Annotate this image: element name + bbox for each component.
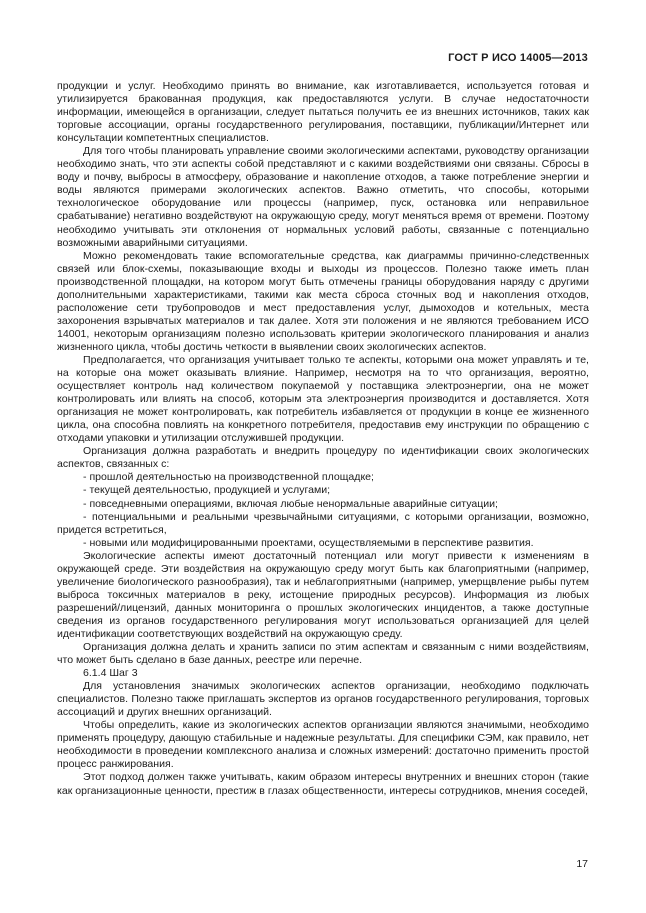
paragraph: Этот подход должен также учитывать, каким образом интересы внутренних и внешних сторон (такие как организационные ценности, престиж в глазах общественности, интересы сотрудников, мнения соседей, xyxy=(57,771,589,797)
paragraph: Для того чтобы планировать управление своими экологическими аспектами, руководству организации необходимо знать, что эти аспекты собой представляют и с какими воздействиями они связаны. Сбросы в воду и почву, выбросы в атмосферу, образование и накопление отходов, а также потребление энергии и воды являются примерами экологических аспектов. Важно отметить, что способы, которыми технологическое оборудование или процессы (например, пуск, остановка или неправильное срабатывание) негативно воздействуют на окружающую среду, могут меняться время от времени. Поэтому необходимо учитывать эти отклонения от нормальных условий работы, связанные с потенциально возможными аварийными ситуациями. xyxy=(57,145,589,249)
list-item: - прошлой деятельностью на производственной площадке; xyxy=(83,471,374,484)
paragraph: Экологические аспекты имеют достаточный потенциал или могут привести к изменениям в окружающей среде. Эти воздействия на окружающую среду могут быть как благоприятными (например, увеличение биологического разнообразия), так и неблагоприятными (например, умерщвление рыбы путем выброса токсичных материалов в реку, истощение природных ресурсов). Информация из любых разрешений/лицензий, данных мониторинга о прошлых экологических инцидентов, а также доступные сведения из органов государственного регулирования могут использоваться организацией для целей идентификации соответствующих воздействий на окружающую среду. xyxy=(57,549,589,640)
paragraph: Организация должна разработать и внедрить процедуру по идентификации своих экологических аспектов, связанных с: xyxy=(57,445,589,471)
paragraph: Чтобы определить, какие из экологических аспектов организации являются значимыми, необходимо применять процедуру, дающую стабильные и надежные результаты. Для специфики СЭМ, как правило, нет необходимости в проведении комплексного анализа и сложных измерений: достаточно применить простой процесс ранжирования. xyxy=(57,719,589,771)
document-header: ГОСТ Р ИСО 14005—2013 xyxy=(448,52,588,64)
page-number: 17 xyxy=(576,858,588,870)
list-item: - повседневными операциями, включая любые ненормальные аварийные ситуации; xyxy=(83,497,498,510)
section-heading: 6.1.4 Шаг 3 xyxy=(83,667,138,680)
paragraph: Для установления значимых экологических аспектов организации, необходимо подключать специалистов. Полезно также приглашать экспертов из органов государственного регулирования, торговых ассоциаций и других внешних организаций. xyxy=(57,680,589,719)
page-body xyxy=(57,80,589,798)
list-item: - потенциальными и реальными чрезвычайными ситуациями, с которыми организации, возможно, придется встретиться, xyxy=(57,510,589,536)
paragraph: Организация должна делать и хранить записи по этим аспектам и связанным с ними воздействиям, что может быть сделано в базе данных, реестре или перечне. xyxy=(57,641,589,667)
list-item: - новыми или модифицированными проектами, осуществляемыми в перспективе развития. xyxy=(83,536,534,549)
paragraph: Можно рекомендовать такие вспомогательные средства, как диаграммы причинно-следственных связей или блок-схемы, показывающие входы и выходы из процессов. Полезно также иметь план производственной площадки, на котором могут быть отмечены границы оборудования наряду с другими дополнительными характеристиками, такими как места сброса сточных вод и накопления отходов, расположение сети трубопроводов и мест предоставления услуг, дымоходов и котельных, места захоронения взрывчатых материалов и так далее. Хотя эти положения и не являются требованием ИСО 14001, некоторым организациям полезно использовать критерии экологического планирования и анализ жизненного цикла, чтобы достичь четкости в выявлении своих экологических аспектов. xyxy=(57,249,589,353)
list-item: - текущей деятельностью, продукцией и услугами; xyxy=(83,484,331,497)
paragraph: Предполагается, что организация учитывает только те аспекты, которыми она может управлять и те, на которые она может оказывать влияние. Например, несмотря на то что организация, вероятно, осуществляет контроль над количеством покупаемой у поставщика электроэнергии, она не может контролировать или влиять на способ, которым эта электроэнергия производится и доставляется. Хотя организация не может контролировать, как потребитель избавляется от продукции в конце ее жизненного цикла, она способна повлиять на конкретного потребителя, предоставив ему инструкции по обращению с отходами упаковки и утилизации отслужившей продукции. xyxy=(57,353,589,445)
paragraph: продукции и услуг. Необходимо принять во внимание, как изготавливается, используется готовая и утилизируется бракованная продукция, как предоставляются услуги. В случае недостаточности информации, имеющейся в организации, следует пытаться получить ее из внешних источников, таких как торговые ассоциации, органы государственного регулирования, поставщики, публикации/Интернет или консультации компетентных специалистов. xyxy=(57,80,589,145)
